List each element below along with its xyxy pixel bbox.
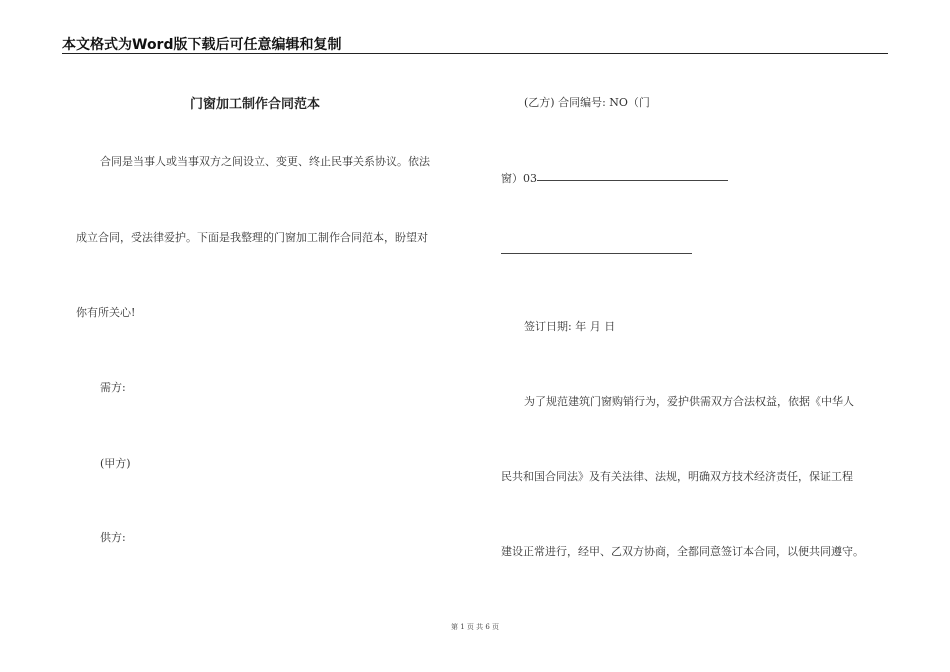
supplier-label: 供方: — [100, 531, 126, 544]
contract-number-line: (乙方) 合同编号: NO（门 — [524, 96, 650, 109]
contract-number-continued: 窗）03 — [501, 172, 537, 185]
body-line-1: 为了规范建筑门窗购销行为，爱护供需双方合法权益，依据《中华人 — [524, 395, 854, 408]
page-number: 第 1 页 共 6 页 — [450, 623, 500, 631]
header-divider — [62, 53, 888, 54]
sign-date: 签订日期: 年 月 日 — [524, 320, 616, 333]
party-a-label: (甲方) — [100, 457, 131, 470]
intro-line-3: 你有所关心! — [76, 306, 136, 319]
buyer-label: 需方: — [100, 381, 126, 394]
intro-line-2: 成立合同，受法律爱护。下面是我整理的门窗加工制作合同范本，盼望对 — [76, 231, 428, 244]
intro-line-1: 合同是当事人或当事双方之间设立、变更、终止民事关系协议。依法 — [100, 155, 430, 168]
document-header: 本文格式为Word版下载后可任意编辑和复制 — [62, 37, 342, 53]
contract-number-blank — [537, 180, 728, 181]
body-line-3: 建设正常进行，经甲、乙双方协商，全都同意签订本合同，以便共同遵守。 — [501, 545, 864, 558]
body-line-2: 民共和国合同法》及有关法律、法规，明确双方技术经济责任，保证工程 — [501, 470, 853, 483]
document-title: 门窗加工制作合同范本 — [190, 97, 321, 112]
blank-underline — [501, 253, 692, 254]
